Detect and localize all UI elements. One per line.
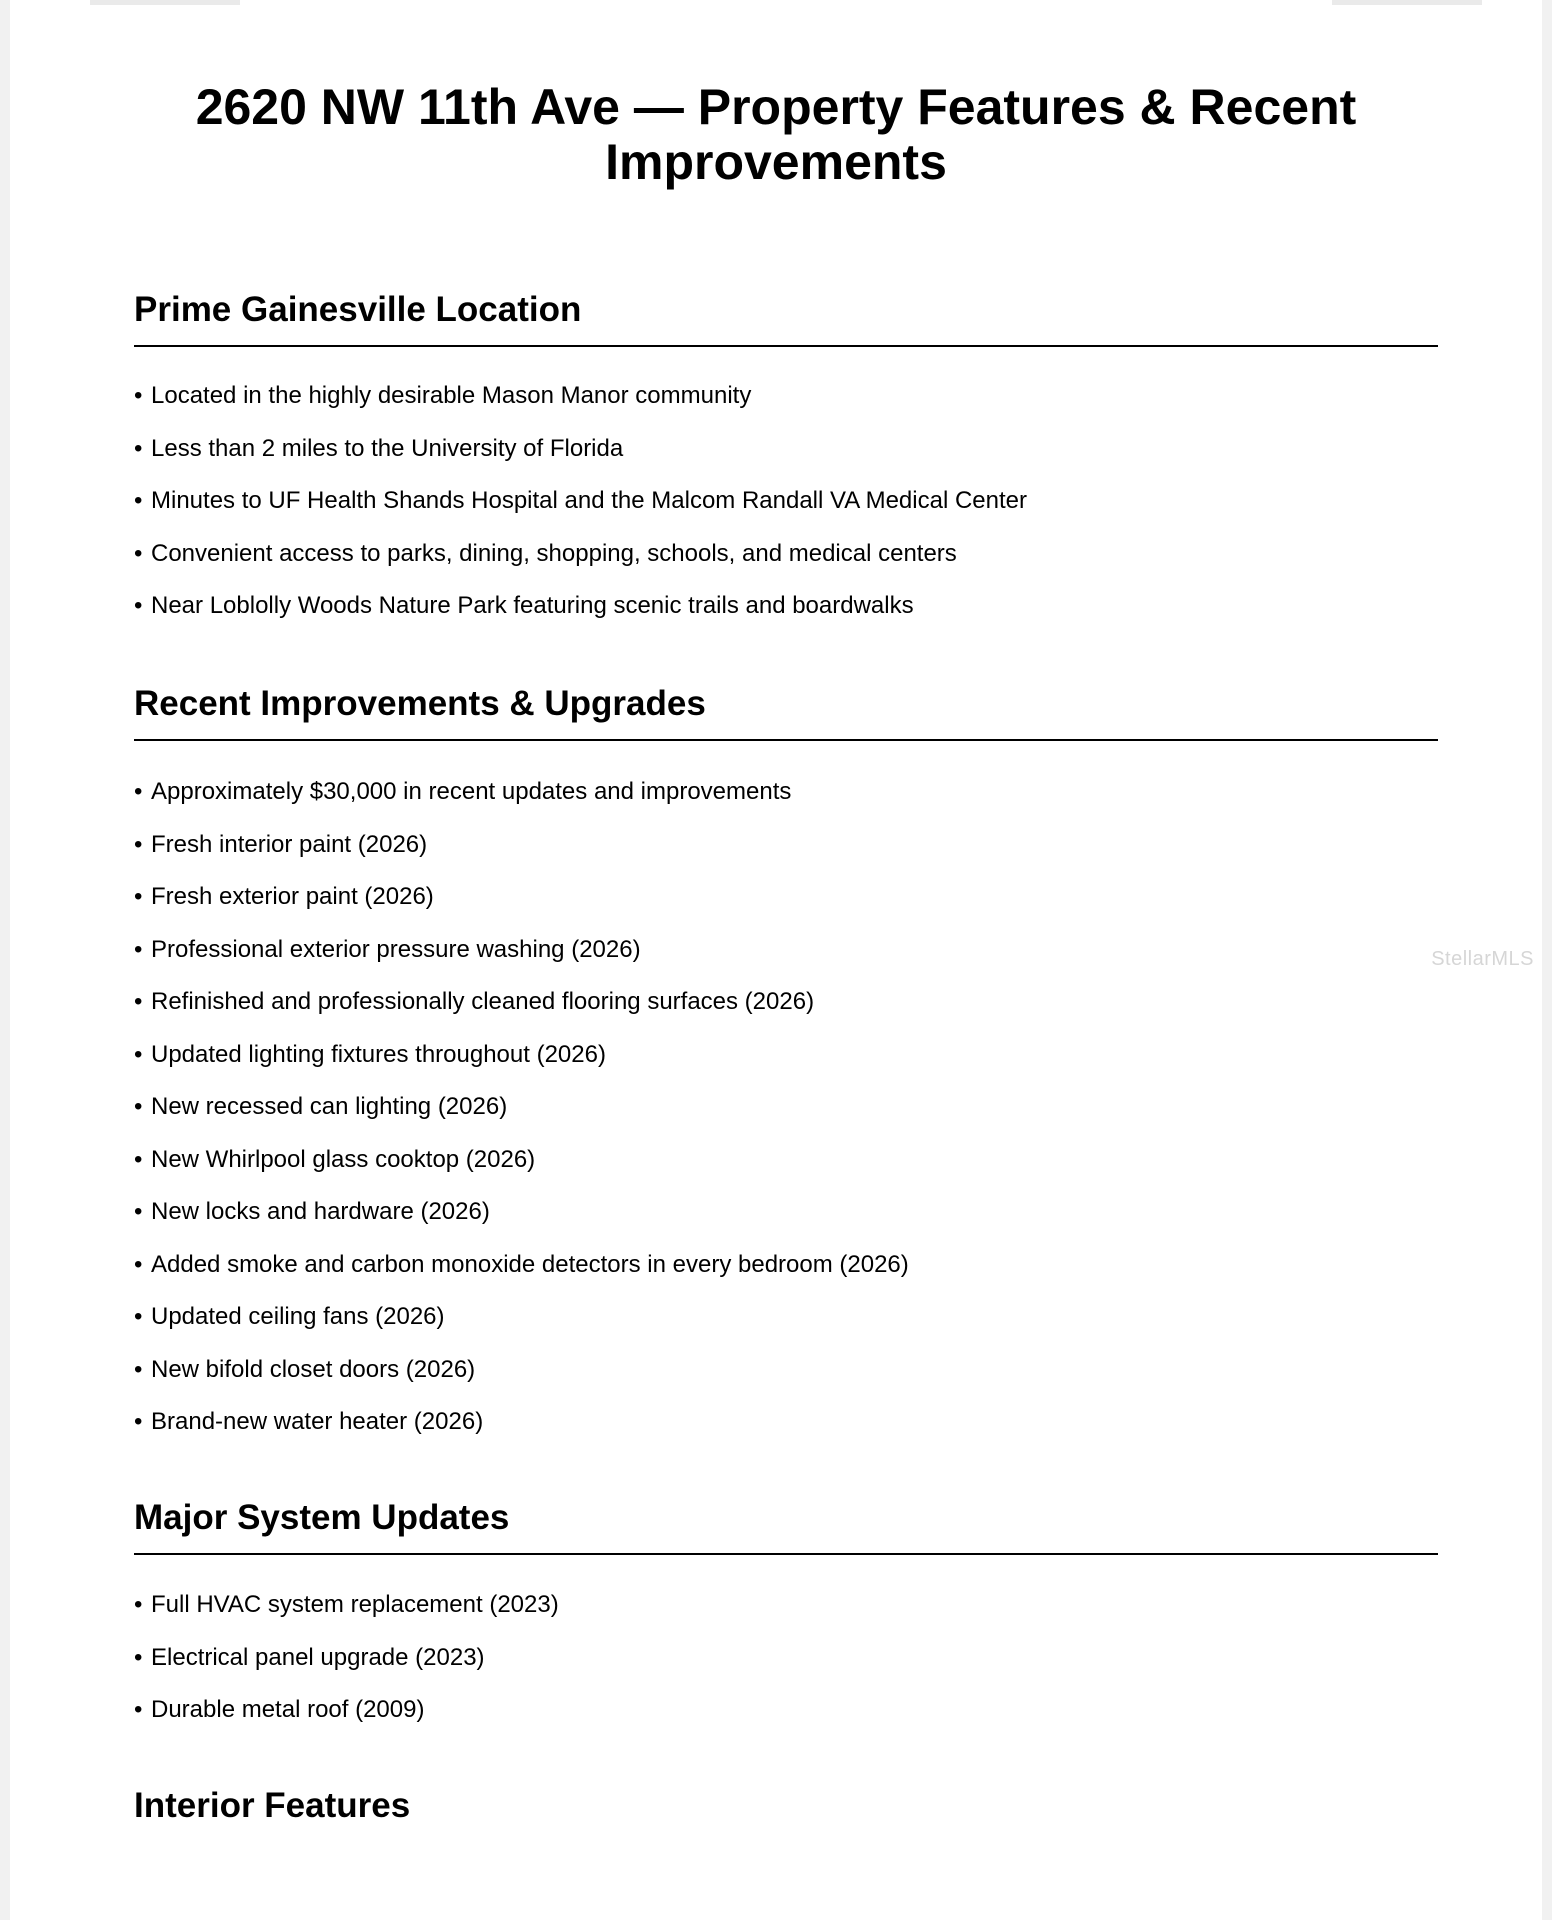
bullet-icon: •: [134, 1303, 143, 1330]
section-recent-improvements: [134, 684, 1438, 1460]
list-item-text: Refinished and professionally cleaned flooring surfaces (2026): [151, 988, 815, 1015]
top-right-edge-mark: [1332, 0, 1482, 5]
bullet-icon: •: [134, 1093, 143, 1120]
list-item-text: Electrical panel upgrade (2023): [151, 1643, 485, 1671]
bullet-icon: •: [134, 539, 143, 567]
list-item-text: Convenient access to parks, dining, shopping, schools, and medical centers: [151, 539, 957, 567]
bullet-icon: •: [134, 434, 143, 462]
list-item: [134, 1302, 1438, 1355]
list-item: [134, 882, 1438, 935]
list-item-text: Less than 2 miles to the University of Florida: [151, 434, 624, 462]
list-item: [134, 539, 1438, 592]
section-list: [134, 777, 1438, 1460]
watermark-text: StellarMLS: [1431, 948, 1534, 970]
list-item: [134, 1355, 1438, 1408]
list-item-text: New recessed can lighting (2026): [151, 1093, 508, 1120]
list-item: [134, 1407, 1438, 1460]
list-item: [134, 1040, 1438, 1093]
section-heading: Recent Improvements & Upgrades: [134, 684, 1438, 741]
bullet-icon: •: [134, 1408, 143, 1435]
list-item: [134, 1695, 1438, 1748]
document-title: 2620 NW 11th Ave — Property Features & Recent Improvements: [195, 79, 1357, 190]
list-item-text: New locks and hardware (2026): [151, 1198, 490, 1225]
list-item-text: Durable metal roof (2009): [151, 1696, 425, 1723]
bullet-icon: •: [134, 1696, 143, 1723]
bullet-icon: •: [134, 1040, 143, 1068]
list-item-text: New Whirlpool glass cooktop (2026): [151, 1145, 536, 1173]
bullet-icon: •: [134, 883, 143, 910]
list-item-text: Updated ceiling fans (2026): [151, 1303, 445, 1330]
list-item: [134, 777, 1438, 830]
list-item: [134, 1197, 1438, 1250]
list-item: [134, 1092, 1438, 1145]
list-item-text: Professional exterior pressure washing (2026): [151, 935, 641, 963]
list-item-text: Minutes to UF Health Shands Hospital and the Malcom Randall VA Medical Center: [151, 487, 1027, 514]
list-item-text: Brand-new water heater (2026): [151, 1408, 484, 1435]
bullet-icon: •: [134, 1198, 143, 1225]
list-item: [134, 381, 1438, 434]
bullet-icon: •: [134, 1145, 143, 1173]
list-item-text: Fresh exterior paint (2026): [151, 883, 434, 910]
section-heading: Interior Features: [134, 1786, 411, 1825]
bullet-icon: •: [134, 935, 143, 963]
bullet-icon: •: [134, 988, 143, 1015]
section-heading: Prime Gainesville Location: [134, 290, 1438, 347]
bullet-icon: •: [134, 382, 143, 409]
section-list: [134, 1590, 1438, 1748]
list-item: [134, 1643, 1438, 1696]
list-item: [134, 1590, 1438, 1643]
bullet-icon: •: [134, 830, 143, 858]
list-item-text: Approximately $30,000 in recent updates and improvements: [151, 778, 792, 805]
list-item-text: New bifold closet doors (2026): [151, 1355, 476, 1383]
section-major-system-updates: [134, 1498, 1438, 1748]
section-heading: Major System Updates: [134, 1498, 1438, 1555]
top-left-edge-mark: [90, 0, 240, 5]
list-item: [134, 830, 1438, 883]
list-item-text: Near Loblolly Woods Nature Park featuring scenic trails and boardwalks: [151, 592, 914, 619]
bullet-icon: •: [134, 487, 143, 514]
bullet-icon: •: [134, 1591, 143, 1618]
section-list: [134, 381, 1438, 644]
bullet-icon: •: [134, 1355, 143, 1383]
list-item: [134, 935, 1438, 988]
list-item-text: Full HVAC system replacement (2023): [151, 1591, 559, 1618]
bullet-icon: •: [134, 592, 143, 619]
bullet-icon: •: [134, 778, 143, 805]
section-interior-features: [134, 1786, 1438, 1841]
list-item: [134, 486, 1438, 539]
list-item: [134, 591, 1438, 644]
section-prime-location: [134, 290, 1438, 644]
bullet-icon: •: [134, 1250, 143, 1278]
list-item-text: Updated lighting fixtures throughout (2026): [151, 1040, 606, 1068]
list-item-text: Added smoke and carbon monoxide detectors in every bedroom (2026): [151, 1250, 909, 1278]
list-item: [134, 1145, 1438, 1198]
list-item: [134, 1250, 1438, 1303]
list-item-text: Fresh interior paint (2026): [151, 830, 428, 858]
bullet-icon: •: [134, 1643, 143, 1671]
list-item-text: Located in the highly desirable Mason Manor community: [151, 382, 752, 409]
list-item: [134, 987, 1438, 1040]
list-item: [134, 434, 1438, 487]
